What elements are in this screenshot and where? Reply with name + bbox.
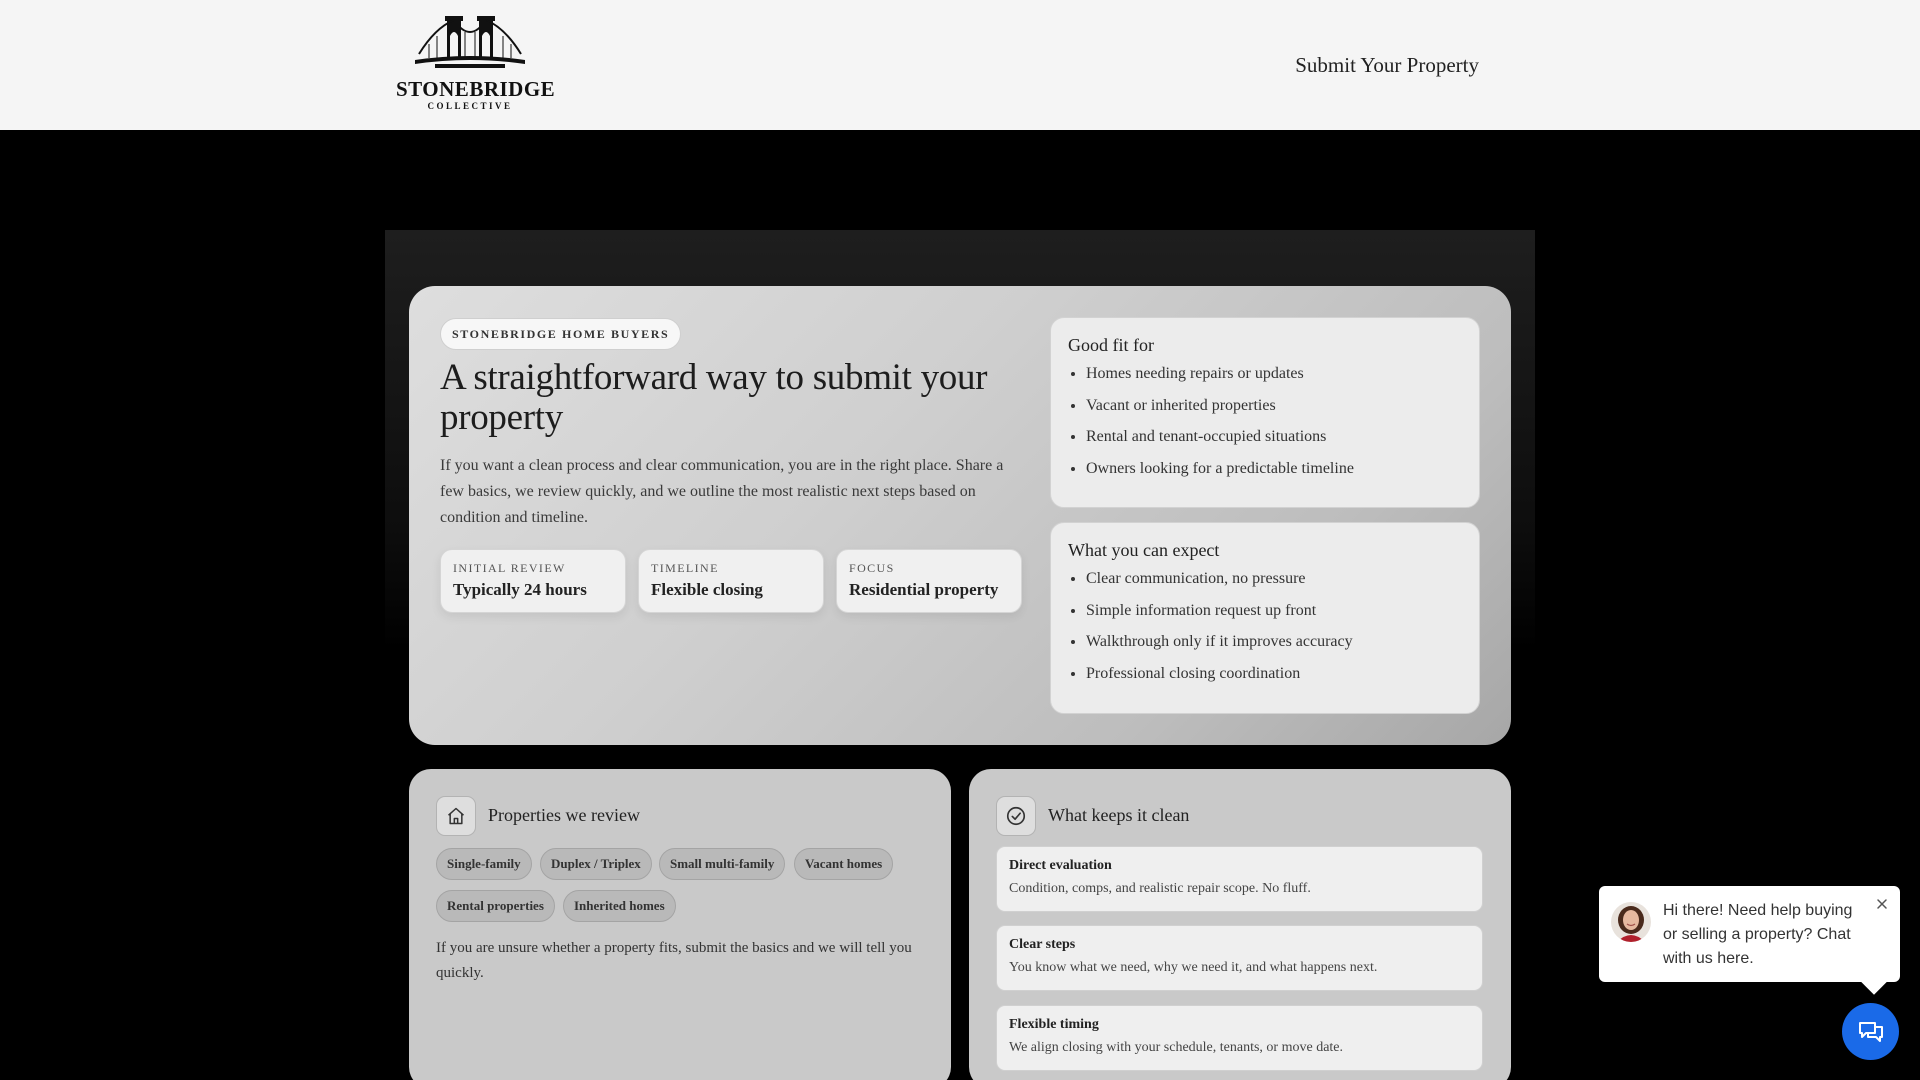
home-icon — [436, 796, 476, 836]
list-item: • Simple information request up front — [1086, 601, 1462, 621]
list-item: • Vacant or inherited properties — [1086, 396, 1462, 416]
chat-message: Hi there! Need help buying or selling a property? Chat with us here. — [1663, 902, 1853, 967]
clean-item-clear-steps — [996, 925, 1483, 991]
good-fit-title: Good fit for — [1068, 335, 1154, 355]
submit-property-link[interactable]: Submit Your Property — [1295, 53, 1479, 77]
expect-title: What you can expect — [1068, 540, 1220, 560]
list-item: • Professional closing coordination — [1086, 664, 1462, 684]
clean-title: What keeps it clean — [1048, 805, 1190, 825]
expect-list — [1068, 569, 1462, 684]
chat-icon — [1856, 1017, 1886, 1047]
stat-focus — [836, 549, 1022, 613]
check-circle-icon — [996, 796, 1036, 836]
logo[interactable] — [396, 14, 556, 118]
chat-popup[interactable] — [1599, 886, 1900, 982]
clean-item-flexible-timing — [996, 1005, 1483, 1071]
clean-item-desc: We align closing with your schedule, tenants, or move date. — [1009, 1040, 1344, 1055]
stat-value: Flexible closing — [651, 580, 763, 599]
good-fit-box — [1050, 317, 1480, 508]
close-icon[interactable] — [1874, 896, 1890, 912]
properties-note: If you are unsure whether a property fits, submit the basics and we will tell you quickly. — [436, 940, 912, 981]
logo-name: STONEBRIDGE — [396, 77, 556, 101]
list-item: • Owners looking for a predictable timeline — [1086, 459, 1462, 479]
tag-single-family: Single-family — [436, 848, 532, 880]
page-title: A straightforward way to submit your property — [440, 357, 988, 438]
hero-description: If you want a clean process and clear communication, you are in the right place. Share a few basics, we review quickly, and we outline the most realistic next steps based on condition and timeline. — [440, 457, 1004, 526]
list-item: • Homes needing repairs or updates — [1086, 364, 1462, 384]
clean-item-title: Flexible timing — [1009, 1017, 1099, 1032]
tag-rental-properties: Rental properties — [436, 890, 555, 922]
eyebrow-badge: STONEBRIDGE HOME BUYERS — [440, 318, 681, 350]
tag-duplex-triplex: Duplex / Triplex — [540, 848, 652, 880]
bridge-icon — [415, 14, 525, 76]
stat-value: Residential property — [849, 580, 999, 599]
properties-title: Properties we review — [488, 805, 640, 825]
tag-vacant-homes: Vacant homes — [794, 848, 893, 880]
clean-item-direct-evaluation — [996, 846, 1483, 912]
stat-label: INITIAL REVIEW — [453, 561, 566, 575]
clean-item-desc: Condition, comps, and realistic repair scope. No fluff. — [1009, 881, 1311, 896]
tag-inherited-homes: Inherited homes — [563, 890, 676, 922]
avatar — [1611, 902, 1651, 942]
tag-small-multi-family: Small multi-family — [659, 848, 785, 880]
clean-item-title: Direct evaluation — [1009, 858, 1112, 873]
logo-subtitle: COLLECTIVE — [427, 101, 513, 111]
stat-label: FOCUS — [849, 561, 895, 575]
stat-initial-review — [440, 549, 626, 613]
list-item: • Clear communication, no pressure — [1086, 569, 1462, 589]
expect-box — [1050, 522, 1480, 714]
list-item: • Walkthrough only if it improves accuracy — [1086, 632, 1462, 652]
chat-launcher-button[interactable] — [1842, 1003, 1899, 1060]
good-fit-list — [1068, 364, 1462, 479]
clean-item-title: Clear steps — [1009, 937, 1076, 952]
list-item: • Rental and tenant-occupied situations — [1086, 427, 1462, 447]
stat-timeline — [638, 549, 824, 613]
clean-item-desc: You know what we need, why we need it, and what happens next. — [1009, 960, 1378, 975]
stat-label: TIMELINE — [651, 561, 719, 575]
stat-value: Typically 24 hours — [453, 580, 587, 599]
site-header — [0, 0, 1920, 130]
